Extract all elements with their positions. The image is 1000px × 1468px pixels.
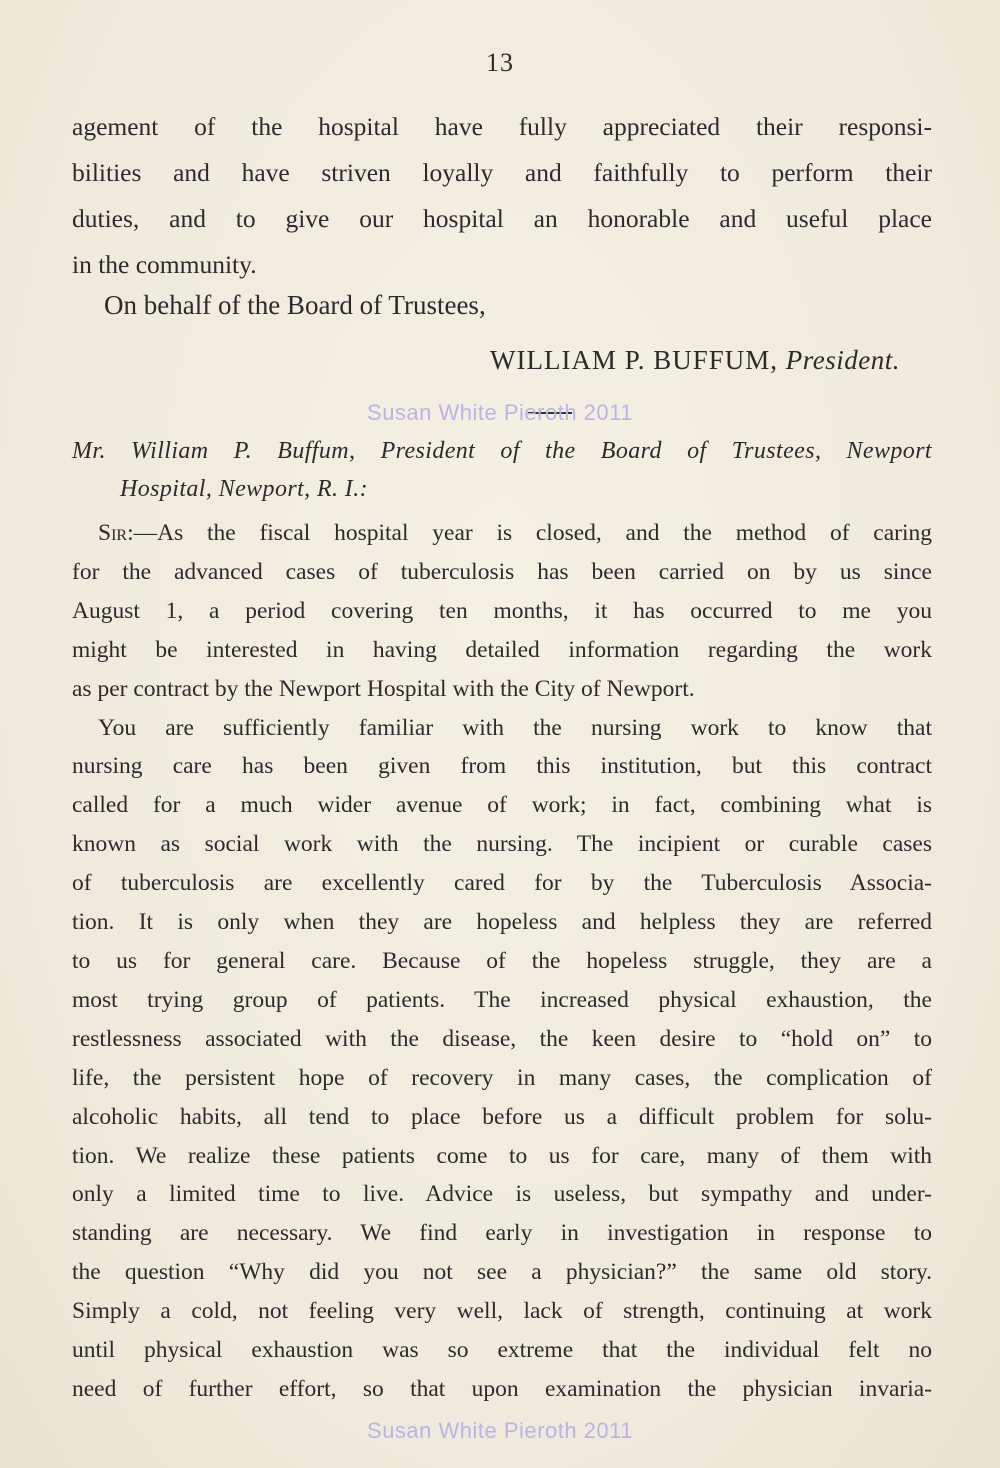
paragraph-line: restlessness associated with the disease, the keen desire to “hold on” to [72, 1025, 932, 1052]
watermark-bottom: Susan White Pieroth 2011 [367, 1418, 633, 1443]
paragraph-line: bilities and have striven loyally and faithfully to perform their [72, 158, 932, 187]
letter-body [72, 514, 932, 1409]
paragraph-line: only a limited time to live. Advice is useless, but sympathy and under- [72, 1181, 932, 1208]
paragraph-line: August 1, a period covering ten months, it has occurred to me you [72, 597, 932, 624]
paragraph-line: known as social work with the nursing. The incipient or curable cases [72, 831, 932, 858]
paragraph-line: nursing care has been given from this institution, but this contract [72, 753, 932, 780]
address-line: Hospital, Newport, R. I.: [120, 476, 368, 502]
paragraph-line: tion. We realize these patients come to us for care, many of them with [72, 1142, 932, 1169]
paragraph-line: until physical exhaustion was so extreme that the individual felt no [72, 1337, 932, 1364]
paragraph-line: Simply a cold, not feeling very well, lack of strength, continuing at work [72, 1298, 932, 1325]
paragraph-line: for the advanced cases of tuberculosis has been carried on by us since [72, 558, 932, 585]
paragraph-line: You are sufficiently familiar with the nursing work to know that [98, 714, 932, 741]
paragraph-line: :—As the fiscal hospital year is closed, and the method of caring [127, 520, 932, 546]
paragraph-line: in the community. [72, 250, 257, 279]
intro-paragraph [72, 104, 932, 288]
letter-address [72, 432, 932, 508]
signature-name: WILLIAM P. BUFFUM, [489, 345, 779, 375]
signature [490, 345, 900, 376]
paragraph-line: to us for general care. Because of the hopeless struggle, they are a [72, 947, 932, 974]
paragraph-line: most trying group of patients. The increased physical exhaustion, the [72, 986, 932, 1013]
paragraph-line: agement of the hospital have fully appreciated their responsi- [72, 112, 932, 141]
paragraph-line: called for a much wider avenue of work; in fact, combining what is [72, 792, 932, 819]
paragraph-line: as per contract by the Newport Hospital with the City of Newport. [72, 675, 695, 702]
address-line: Mr. William P. Buffum, President of the Board of Trustees, Newport [72, 438, 932, 464]
paragraph-line: might be interested in having detailed information regarding the work [72, 636, 932, 663]
signature-title: President. [785, 345, 900, 375]
paragraph-line: alcoholic habits, all tend to place before us a difficult problem for solu- [72, 1103, 932, 1130]
page-number: 13 [486, 48, 514, 77]
paragraph-line: the question “Why did you not see a physician?” the same old story. [72, 1259, 932, 1286]
paragraph-line: tion. It is only when they are hopeless and helpless they are referred [72, 909, 932, 936]
salutation: Sir [98, 520, 128, 546]
paragraph-line: duties, and to give our hospital an honorable and useful place [72, 204, 932, 233]
paragraph-line: of tuberculosis are excellently cared for by the Tuberculosis Associa- [72, 870, 932, 897]
paragraph-line: need of further effort, so that upon examination the physician invaria- [72, 1375, 932, 1402]
paragraph-line: life, the persistent hope of recovery in many cases, the complication of [72, 1064, 932, 1091]
closing-line: On behalf of the Board of Trustees, [104, 290, 486, 320]
letter-first-line [72, 514, 932, 553]
watermark-top: Susan White Pieroth 2011 [367, 400, 633, 425]
paragraph-line: standing are necessary. We find early in investigation in response to [72, 1220, 932, 1247]
